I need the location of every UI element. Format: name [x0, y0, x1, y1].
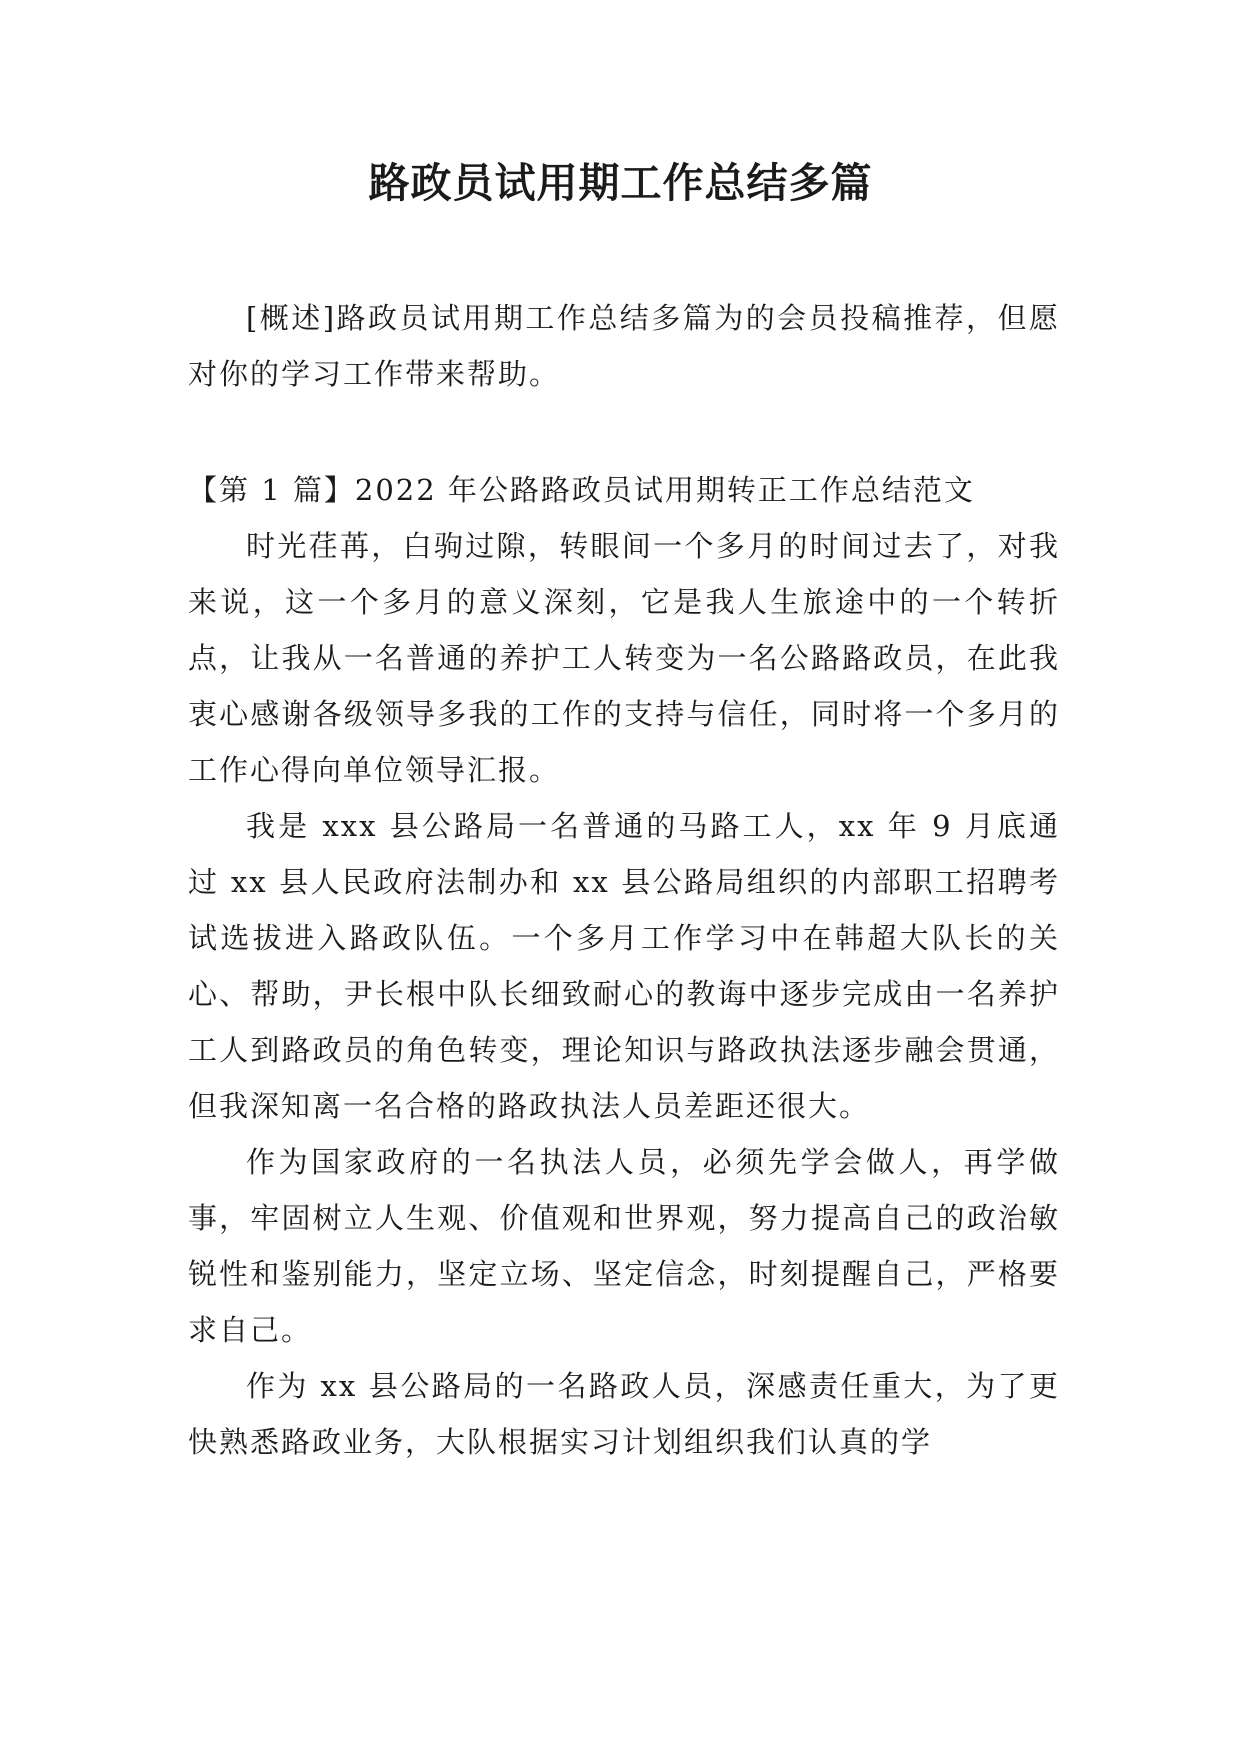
article-section — [188, 462, 1060, 1470]
summary-paragraph: [概述]路政员试用期工作总结多篇为的会员投稿推荐，但愿对你的学习工作带来帮助。 — [188, 301, 1060, 391]
document-title: 路政员试用期工作总结多篇 — [368, 159, 873, 207]
body-paragraph: 作为 xx 县公路局的一名路政人员，深感责任重大，为了更快熟悉路政业务，大队根据实习计划组织我们认真的学 — [188, 1369, 1060, 1459]
body-paragraph: 时光荏苒，白驹过隙，转眼间一个多月的时间过去了，对我来说，这一个多月的意义深刻，它是我人生旅途中的一个转折点，让我从一名普通的养护工人转变为一名公路路政员，在此我衷心感谢各级领导多我的工作的支持与信任，同时将一个多月的工作心得向单位领导汇报。 — [188, 529, 1060, 787]
article-heading: 【第 1 篇】2022 年公路路政员试用期转正工作总结范文 — [188, 473, 975, 507]
body-paragraph: 我是 xxx 县公路局一名普通的马路工人，xx 年 9 月底通过 xx 县人民政府法制办和 xx 县公路局组织的内部职工招聘考试选拔进入路政队伍。一个多月工作学习中在韩超大队长的关心、帮助，尹长根中队长细致耐心的教诲中逐步完成由一名养护工人到路政员的角色转变，理论知识与路政执法逐步融会贯通，但我深知离一名合格的路政执法人员差距还很大。 — [188, 809, 1060, 1123]
body-paragraph: 作为国家政府的一名执法人员，必须先学会做人，再学做事，牢固树立人生观、价值观和世界观，努力提高自己的政治敏锐性和鉴别能力，坚定立场、坚定信念，时刻提醒自己，严格要求自己。 — [188, 1145, 1060, 1347]
